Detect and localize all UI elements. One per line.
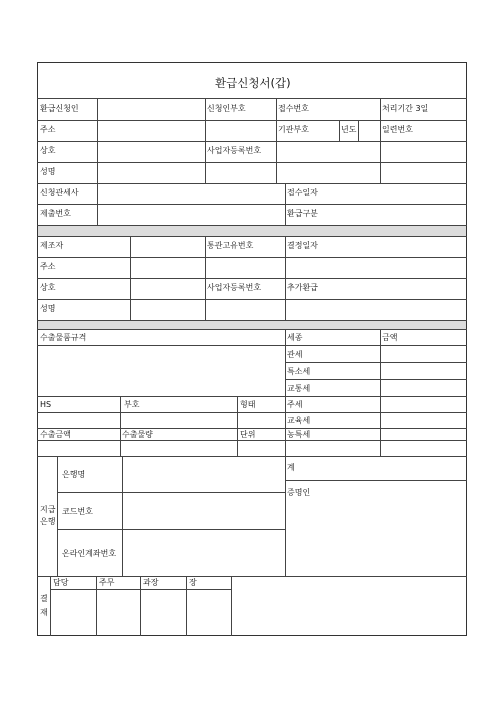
col-line xyxy=(358,120,359,141)
label-serial-no: 일련번호 xyxy=(382,125,413,134)
label-extra-refund: 추가환급 xyxy=(287,283,318,292)
row-line xyxy=(37,299,467,300)
label-decision-date: 결정일자 xyxy=(287,241,318,250)
section-divider-band xyxy=(38,226,466,236)
label-applicant-id: 신청인부호 xyxy=(207,104,246,113)
row-line xyxy=(57,529,285,530)
label-total: 계 xyxy=(287,463,295,472)
col-line xyxy=(231,576,232,636)
col-line xyxy=(205,98,206,183)
col-line xyxy=(380,98,381,183)
row-line xyxy=(37,329,467,330)
label-special-excise: 특소세 xyxy=(287,367,311,376)
label-refund-type: 환급구분 xyxy=(287,209,318,218)
label-applicant: 환급신청인 xyxy=(40,104,79,113)
row-line xyxy=(37,396,467,397)
col-line xyxy=(339,120,340,141)
label-customs-id: 통관고유번호 xyxy=(207,241,254,250)
label-unit: 단위 xyxy=(240,430,256,439)
col-line xyxy=(97,98,98,225)
label-payment-bank-2: 은행 xyxy=(40,517,56,526)
label-submit-no: 제출번호 xyxy=(40,209,71,218)
col-line xyxy=(380,329,381,456)
row-line xyxy=(37,204,467,205)
col-line xyxy=(205,236,206,320)
form-title: 환급신청서(갑) xyxy=(215,76,291,90)
label-company-2: 상호 xyxy=(40,283,56,292)
label-payment-bank-1: 지급 xyxy=(40,505,56,514)
row-line xyxy=(57,492,285,493)
row-line xyxy=(37,98,467,99)
label-form-type: 형태 xyxy=(240,400,256,409)
label-certifier: 증명인 xyxy=(287,488,311,497)
row-line xyxy=(37,456,467,457)
row-line xyxy=(37,162,467,163)
col-line xyxy=(122,456,123,576)
label-export-spec: 수출물품규격 xyxy=(40,333,87,342)
col-line xyxy=(140,576,141,636)
col-line xyxy=(50,576,51,636)
label-address: 주소 xyxy=(40,125,56,134)
label-traffic-tax: 교통세 xyxy=(287,384,311,393)
row-line xyxy=(37,120,467,121)
col-line xyxy=(285,329,286,576)
col-line xyxy=(285,183,286,225)
col-line xyxy=(120,396,121,456)
label-education-tax: 교육세 xyxy=(287,416,311,425)
label-year: 년도 xyxy=(341,125,357,134)
label-receipt-no: 접수번호 xyxy=(278,104,309,113)
row-line xyxy=(37,183,467,184)
label-code: 부호 xyxy=(124,400,140,409)
row-line xyxy=(37,345,467,346)
row-line xyxy=(37,257,467,258)
col-line xyxy=(285,236,286,320)
label-liquor-tax: 주세 xyxy=(287,400,303,409)
label-approval-1: 결 xyxy=(40,594,48,603)
label-customs-duty: 관세 xyxy=(287,350,303,359)
label-biz-reg-no: 사업자등록번호 xyxy=(207,146,262,155)
label-address-2: 주소 xyxy=(40,262,56,271)
label-company: 상호 xyxy=(40,146,56,155)
label-manufacturer: 제조자 xyxy=(40,241,64,250)
row-line xyxy=(37,576,467,577)
row-line xyxy=(37,440,467,441)
label-agency-code: 기관부호 xyxy=(278,125,309,134)
label-name-2: 성명 xyxy=(40,304,56,313)
row-line xyxy=(37,141,467,142)
row-line xyxy=(37,428,467,429)
label-amount: 금액 xyxy=(382,333,398,342)
label-name: 성명 xyxy=(40,167,56,176)
col-line xyxy=(276,98,277,183)
col-line xyxy=(237,396,238,456)
label-biz-reg-no-2: 사업자등록번호 xyxy=(207,283,262,292)
row-line xyxy=(285,379,467,380)
label-hs: HS xyxy=(40,400,52,409)
col-line xyxy=(57,456,58,576)
label-export-amount: 수출금액 xyxy=(40,430,71,439)
row-line xyxy=(37,236,467,237)
col-line xyxy=(186,576,187,636)
label-director: 장 xyxy=(189,578,197,587)
col-line xyxy=(96,576,97,636)
label-bank-code: 코드번호 xyxy=(62,507,93,516)
label-receipt-date: 접수일자 xyxy=(287,188,318,197)
label-customs-broker: 신청관세사 xyxy=(40,188,79,197)
row-line xyxy=(285,480,467,481)
section-divider-band xyxy=(38,321,466,329)
row-line xyxy=(285,362,467,363)
row-line xyxy=(37,278,467,279)
label-section-chief: 과장 xyxy=(143,578,159,587)
label-processing-period: 처리기간 3일 xyxy=(382,104,429,113)
label-in-charge: 담당 xyxy=(53,578,69,587)
label-export-qty: 수출물량 xyxy=(122,430,153,439)
label-tax-type: 세종 xyxy=(287,333,303,342)
label-bank-name: 은행명 xyxy=(62,470,86,479)
label-chief-clerk: 주무 xyxy=(99,578,115,587)
col-line xyxy=(130,236,131,320)
row-line xyxy=(37,412,467,413)
label-rural-tax: 농특세 xyxy=(287,430,311,439)
label-online-account: 온라인계좌번호 xyxy=(62,549,117,558)
label-approval-2: 재 xyxy=(40,608,48,617)
